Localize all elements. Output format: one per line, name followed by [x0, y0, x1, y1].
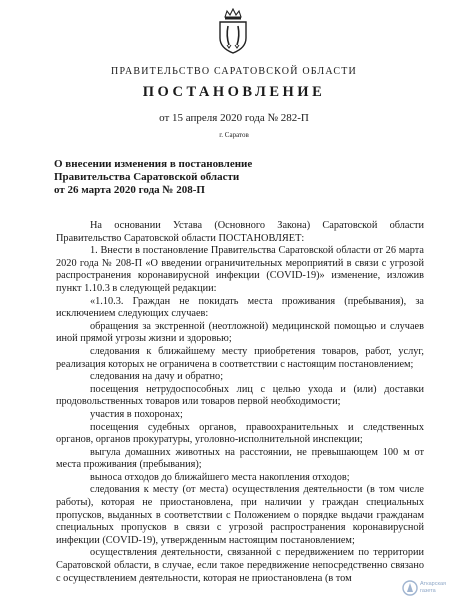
watermark-line: газета	[420, 587, 436, 594]
body-paragraph: посещения судебных органов, правоохранительных и следственных органов, органов прокуратуры, уголовно-исполнительной инспекции;	[56, 421, 424, 446]
body-paragraph: следования к ближайшему месту приобретения товаров, работ, услуг, реализация которых не ограничена в соответствии с настоящим постановлением;	[56, 345, 424, 370]
newspaper-watermark	[402, 578, 464, 598]
subject-line: О внесении изменения в постановление	[54, 158, 253, 170]
body-paragraph: На основании Устава (Основного Закона) Саратовской области Правительство Саратовской области ПОСТАНОВЛЯЕТ:	[56, 220, 424, 244]
body-paragraph: следования на дачу и обратно;	[90, 371, 224, 383]
saratov-coat-of-arms-icon	[216, 8, 250, 54]
document-city: г. Саратов	[219, 131, 249, 139]
body-paragraph: выноса отходов до ближайшего места накопления отходов;	[90, 471, 350, 483]
body-paragraph: участия в похоронах;	[90, 408, 183, 420]
watermark-line: Аткарская	[420, 581, 447, 587]
body-paragraph: «1.10.3. Граждан не покидать места проживания (пребывания), за исключением следующих случаев:	[56, 295, 424, 320]
subject-line: Правительства Саратовской области	[54, 171, 240, 183]
body-paragraph: 1. Внести в постановление Правительства Саратовской области от 26 марта 2020 года № 208-П «О введении ограничительных мероприятий в связи с угрозой распространения коронавирусной инфекции (COVID-19)» изменение, изложив пункт 1.10.3 в следующей редакции:	[56, 245, 424, 294]
subject-line: от 26 марта 2020 года № 208-П	[54, 184, 205, 196]
document-type: ПОСТАНОВЛЕНИЕ	[142, 84, 326, 100]
body-paragraph: следования к месту (от места) осуществления деятельности (в том числе работы), которая не приостановлена, при наличии у граждан специальных пропусков, выданных в соответствии с Положением о порядке выдачи гражданам специальных пропусков в связи с угрозой распространения коронавирусной инфекции (COVID-19), утвержденным настоящим постановлением;	[56, 484, 424, 546]
document-subject	[54, 158, 374, 197]
body-paragraph: посещения нетрудоспособных лиц с целью ухода и (или) доставки продовольственных товаров или товаров первой необходимости;	[56, 383, 424, 408]
body-paragraph: обращения за экстренной (неотложной) медицинской помощью и случаев иной прямой угрозы жизни и здоровью;	[56, 320, 424, 345]
document-body	[56, 220, 424, 585]
government-name: ПРАВИТЕЛЬСТВО САРАТОВСКОЙ ОБЛАСТИ	[111, 66, 357, 77]
body-paragraph: выгула домашних животных на расстоянии, не превышающем 100 м от места проживания (пребывания);	[56, 446, 424, 471]
body-paragraph: осуществления деятельности, связанной с передвижением по территории Саратовской области, в случае, если такое передвижение непосредственно связано с осуществлением деятельности, которая не приостановлена (в том	[56, 547, 424, 584]
document-date-number: от 15 апреля 2020 года № 282-П	[159, 112, 309, 124]
newspaper-logo-icon	[402, 580, 418, 596]
